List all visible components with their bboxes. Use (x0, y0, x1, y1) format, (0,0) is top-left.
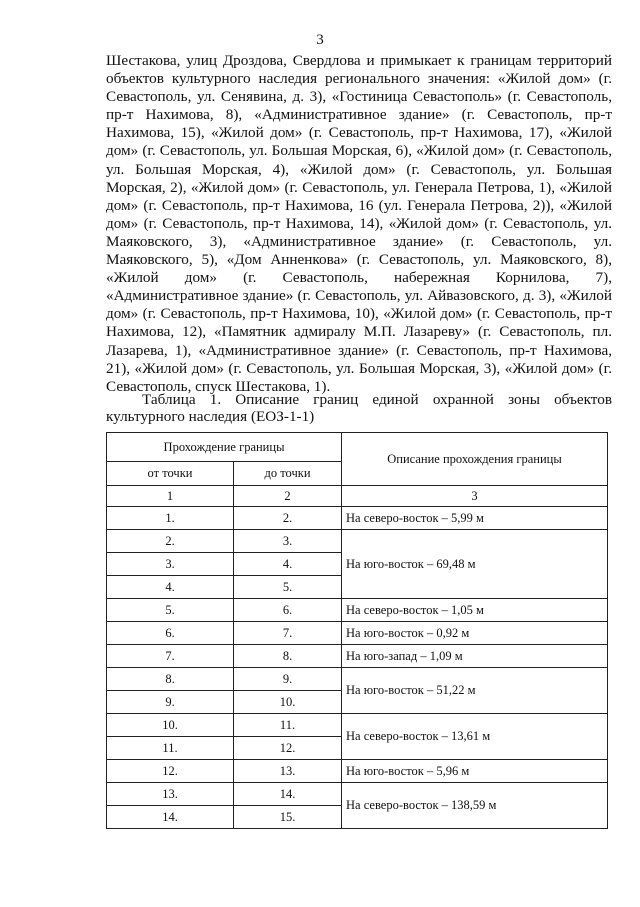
to-point: 12. (234, 737, 342, 760)
to-point: 11. (234, 714, 342, 737)
boundary-description: На северо-восток – 5,99 м (342, 507, 608, 530)
to-point: 13. (234, 760, 342, 783)
header-description: Описание прохождения границы (342, 433, 608, 486)
to-point: 4. (234, 553, 342, 576)
boundary-description: На северо-восток – 1,05 м (342, 599, 608, 622)
from-point: 2. (107, 530, 234, 553)
table-row (107, 760, 608, 783)
from-point: 11. (107, 737, 234, 760)
to-point: 2. (234, 507, 342, 530)
from-point: 4. (107, 576, 234, 599)
page-number: 3 (316, 32, 324, 48)
header-from-point: от точки (107, 462, 234, 486)
to-point: 8. (234, 645, 342, 668)
to-point: 7. (234, 622, 342, 645)
from-point: 1. (107, 507, 234, 530)
from-point: 14. (107, 806, 234, 829)
column-number: 3 (342, 486, 608, 507)
table-row (107, 622, 608, 645)
body-paragraph: Шестакова, улиц Дроздова, Свердлова и примыкает к границам территорий объектов культурного наследия регионального значения: «Жилой дом» (г. Севастополь, ул. Сенявина, д. 3), «Гостиница Севастополь» (г. Севастополь, пр-т Нахимова, 8), «Административное здание» (г. Севастополь, пр-т Нахимова, 15), «Жилой дом» (г. Севастополь, пр-т Нахимова, 17), «Жилой дом» (г. Севастополь, ул. Большая Морская, 6), «Жилой дом» (г. Севастополь, ул. Большая Морская, 4), «Жилой дом» (г. Севастополь, ул. Большая Морская, 2), «Жилой дом» (г. Севастополь, ул. Генерала Петрова, 1), «Жилой дом» (г. Севастополь, пр-т Нахимова, 16 (ул. Генерала Петрова, 2)), «Жилой дом» (г. Севастополь, пр-т Нахимова, 14), «Жилой дом» (г. Севастополь, ул. Маяковского, 3), «Административное здание» (г. Севастополь, ул. Маяковского, 5), «Дом Анненкова» (г. Севастополь, ул. Маяковского, 8), «Жилой дом» (г. Севастополь, набережная Корнилова, 7), «Административное здание» (г. Севастополь, ул. Айвазовского, д. 3), «Жилой дом» (г. Севастополь, пр-т Нахимова, 10), «Жилой дом» (г. Севастополь, пр-т Нахимова, 12), «Памятник адмиралу М.П. Лазареву» (г. Севастополь, пл. Лазарева, 1), «Административное здание» (г. Севастополь, пр-т Нахимова, 21), «Жилой дом» (г. Севастополь, ул. Большая Морская, 3), «Жилой дом» (г. Севастополь, спуск Шестакова, 1). (106, 52, 612, 395)
table-row (107, 783, 608, 806)
boundary-description: На юго-запад – 1,09 м (342, 645, 608, 668)
to-point: 5. (234, 576, 342, 599)
from-point: 12. (107, 760, 234, 783)
boundary-description: На юго-восток – 69,48 м (342, 530, 608, 599)
boundary-description: На северо-восток – 138,59 м (342, 783, 608, 829)
to-point: 15. (234, 806, 342, 829)
column-number: 1 (107, 486, 234, 507)
table-row (107, 530, 608, 553)
table-row (107, 645, 608, 668)
boundary-description: На юго-восток – 5,96 м (342, 760, 608, 783)
from-point: 5. (107, 599, 234, 622)
table-row (107, 714, 608, 737)
to-point: 10. (234, 691, 342, 714)
from-point: 10. (107, 714, 234, 737)
table-caption: Таблица 1. Описание границ единой охранной зоны объектов культурного наследия (ЕОЗ-1-1) (106, 391, 612, 425)
table-row (107, 507, 608, 530)
from-point: 13. (107, 783, 234, 806)
boundary-table (106, 432, 608, 829)
column-number: 2 (234, 486, 342, 507)
table-row (107, 599, 608, 622)
boundary-description: На юго-восток – 51,22 м (342, 668, 608, 714)
to-point: 9. (234, 668, 342, 691)
from-point: 6. (107, 622, 234, 645)
header-to-point: до точки (234, 462, 342, 486)
table-row (107, 668, 608, 691)
to-point: 6. (234, 599, 342, 622)
header-boundary-passage: Прохождение границы (107, 433, 342, 462)
to-point: 3. (234, 530, 342, 553)
boundary-description: На юго-восток – 0,92 м (342, 622, 608, 645)
boundary-description: На северо-восток – 13,61 м (342, 714, 608, 760)
from-point: 9. (107, 691, 234, 714)
from-point: 7. (107, 645, 234, 668)
from-point: 8. (107, 668, 234, 691)
to-point: 14. (234, 783, 342, 806)
from-point: 3. (107, 553, 234, 576)
